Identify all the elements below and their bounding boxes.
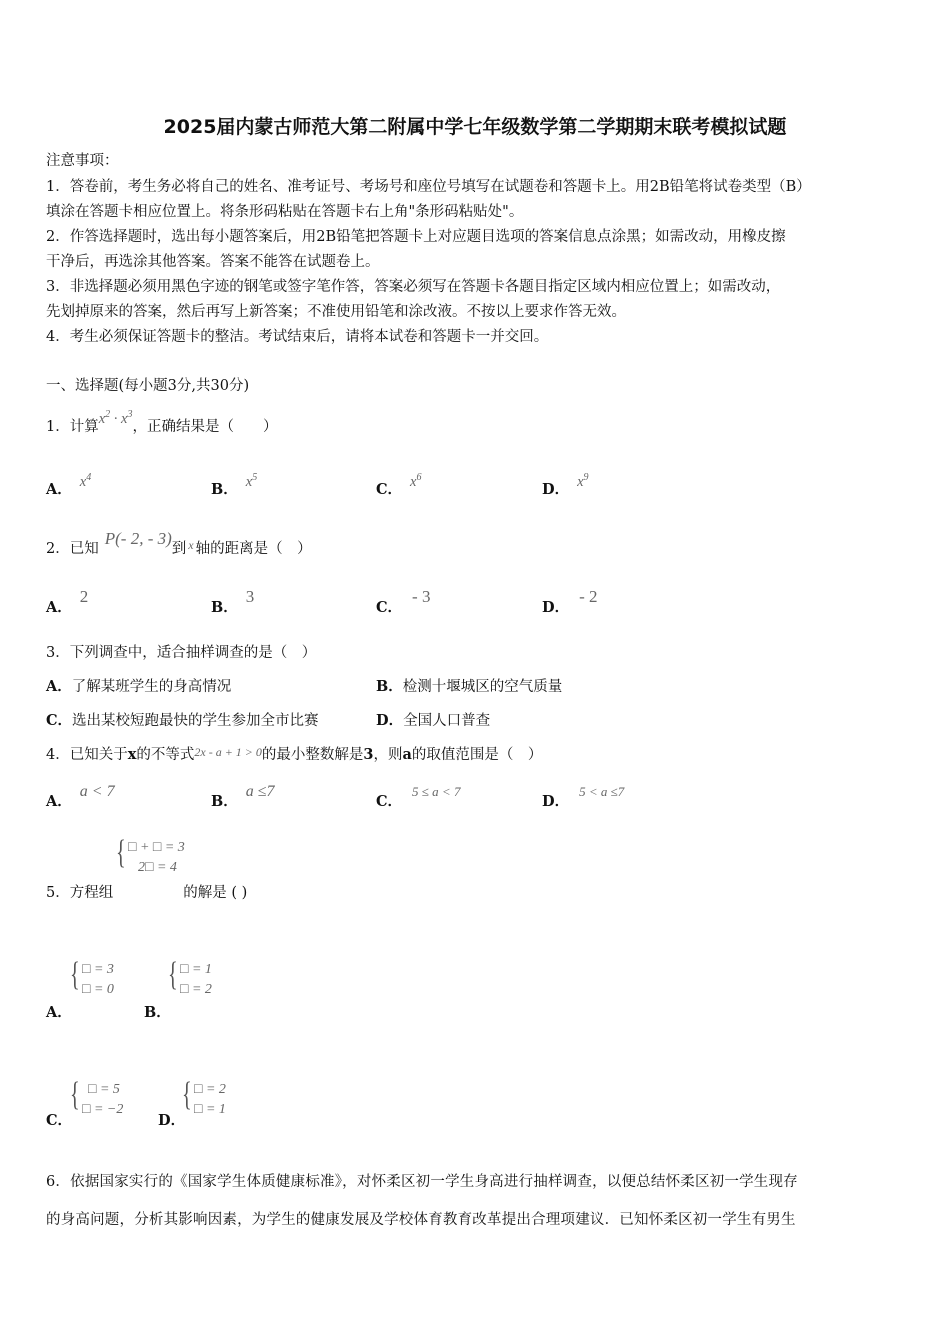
notice-line: 4．考生必须保证答题卡的整洁。考试结束后，请将本试卷和答题卡一并交回。 — [46, 329, 549, 345]
option-c: C． $x^6$ — [376, 472, 422, 498]
question-6-line: 6．依据国家实行的《国家学生体质健康标准》，对怀柔区初一学生身高进行抽样调查，以便总结怀柔区初一学生现存 — [46, 1174, 798, 1190]
question-1 — [46, 409, 278, 437]
notice-line: 填涂在答题卡相应位置上。将条形码粘贴在答题卡右上角"条形码粘贴处"。 — [46, 204, 524, 220]
question-3: 3．下列调查中，适合抽样调查的是（ ） — [46, 645, 317, 661]
option-d: D．5 < a ≤7 — [542, 784, 625, 810]
math-point: P(- 2, - 3) — [104, 529, 172, 548]
option-b: B．检测十堰城区的空气质量 — [376, 678, 563, 695]
question-stem-tail: ，正确结果是（ ） — [132, 419, 278, 435]
option-c: C．5 ≤ a < 7 — [376, 784, 461, 810]
math-inequality: 2x - a + 1 > 0 — [194, 745, 262, 759]
brace-icon: { — [168, 956, 178, 993]
brace-icon: { — [182, 1076, 192, 1113]
option-b-system: { □ = 1 □ = 2 — [168, 956, 212, 997]
math-axis: x — [188, 538, 194, 552]
notice-line: 先划掉原来的答案，然后再写上新答案；不准使用铅笔和涂改液。不按以上要求作答无效。 — [46, 304, 626, 320]
option-a: A． $x^4$ — [46, 472, 92, 498]
notice-line: 1．答卷前，考生务必将自己的姓名、准考证号、考场号和座位号填写在试题卷和答题卡上。用2B铅笔将试卷类型（B） — [46, 179, 811, 195]
option-b: B．3 — [211, 587, 255, 616]
brace-icon: { — [70, 1076, 80, 1113]
notice-line: 2．作答选择题时，选出每小题答案后，用2B铅笔把答题卡上对应题目选项的答案信息点涂黑；如需改动，用橡皮擦 — [46, 229, 786, 245]
option-a-label: A． — [46, 1004, 72, 1021]
equation-system: { □ + □ = 3 2□ = 4 — [116, 834, 185, 875]
option-a: A．2 — [46, 587, 89, 616]
option-c: C．选出某校短跑最快的学生参加全市比赛 — [46, 712, 319, 729]
notice-heading: 注意事项： — [46, 153, 119, 169]
question-2: 2．已知P(- 2, - 3)到 $^x$ 轴的距离是（ ） — [46, 529, 312, 557]
section-heading: 一、选择题(每小题3分,共30分) — [46, 378, 250, 394]
question-4: 4．已知关于x的不等式$^{2x - a + 1 > 0}$的最小整数解是3，则a的取值范围是（ ） — [46, 745, 543, 763]
question-5: 5．方程组 的解是 ( ) — [46, 885, 248, 901]
brace-icon: { — [70, 956, 80, 993]
option-c-system: { □ = 5 □ = −2 — [70, 1076, 124, 1117]
question-stem: 1．计算 — [46, 419, 99, 435]
option-c: C．- 3 — [376, 587, 431, 616]
question-6-line: 的身高问题，分析其影响因素，为学生的健康发展及学校体育教育改革提出合理项建议．已知怀柔区初一学生有男生 — [46, 1212, 796, 1228]
option-d-system: { □ = 2 □ = 1 — [182, 1076, 226, 1117]
option-a-system: { □ = 3 □ = 0 — [70, 956, 114, 997]
option-b-label: B． — [144, 1004, 171, 1021]
option-a: A．a < 7 — [46, 783, 115, 810]
option-d: D．全国人口普查 — [376, 712, 491, 729]
option-d-label: D． — [158, 1112, 186, 1129]
option-c-label: C． — [46, 1112, 73, 1129]
brace-icon: { — [116, 834, 126, 871]
notice-line: 干净后，再选涂其他答案。答案不能答在试题卷上。 — [46, 254, 380, 270]
option-a: A．了解某班学生的身高情况 — [46, 678, 232, 695]
option-d: D． $x^9$ — [542, 472, 589, 498]
notice-line: 3．非选择题必须用黑色字迹的钢笔或签字笔作答，答案必须写在答题卡各题目指定区域内相应位置上；如需改动， — [46, 279, 781, 295]
option-d: D．- 2 — [542, 587, 598, 616]
page-title: 2025届内蒙古师范大第二附属中学七年级数学第二学期期末联考模拟试题 — [163, 116, 787, 138]
option-b: B． $x^5$ — [211, 472, 258, 498]
math-expression: $x^2 \cdot x^3$ — [98, 409, 133, 427]
option-b: B．a ≤7 — [211, 783, 275, 810]
